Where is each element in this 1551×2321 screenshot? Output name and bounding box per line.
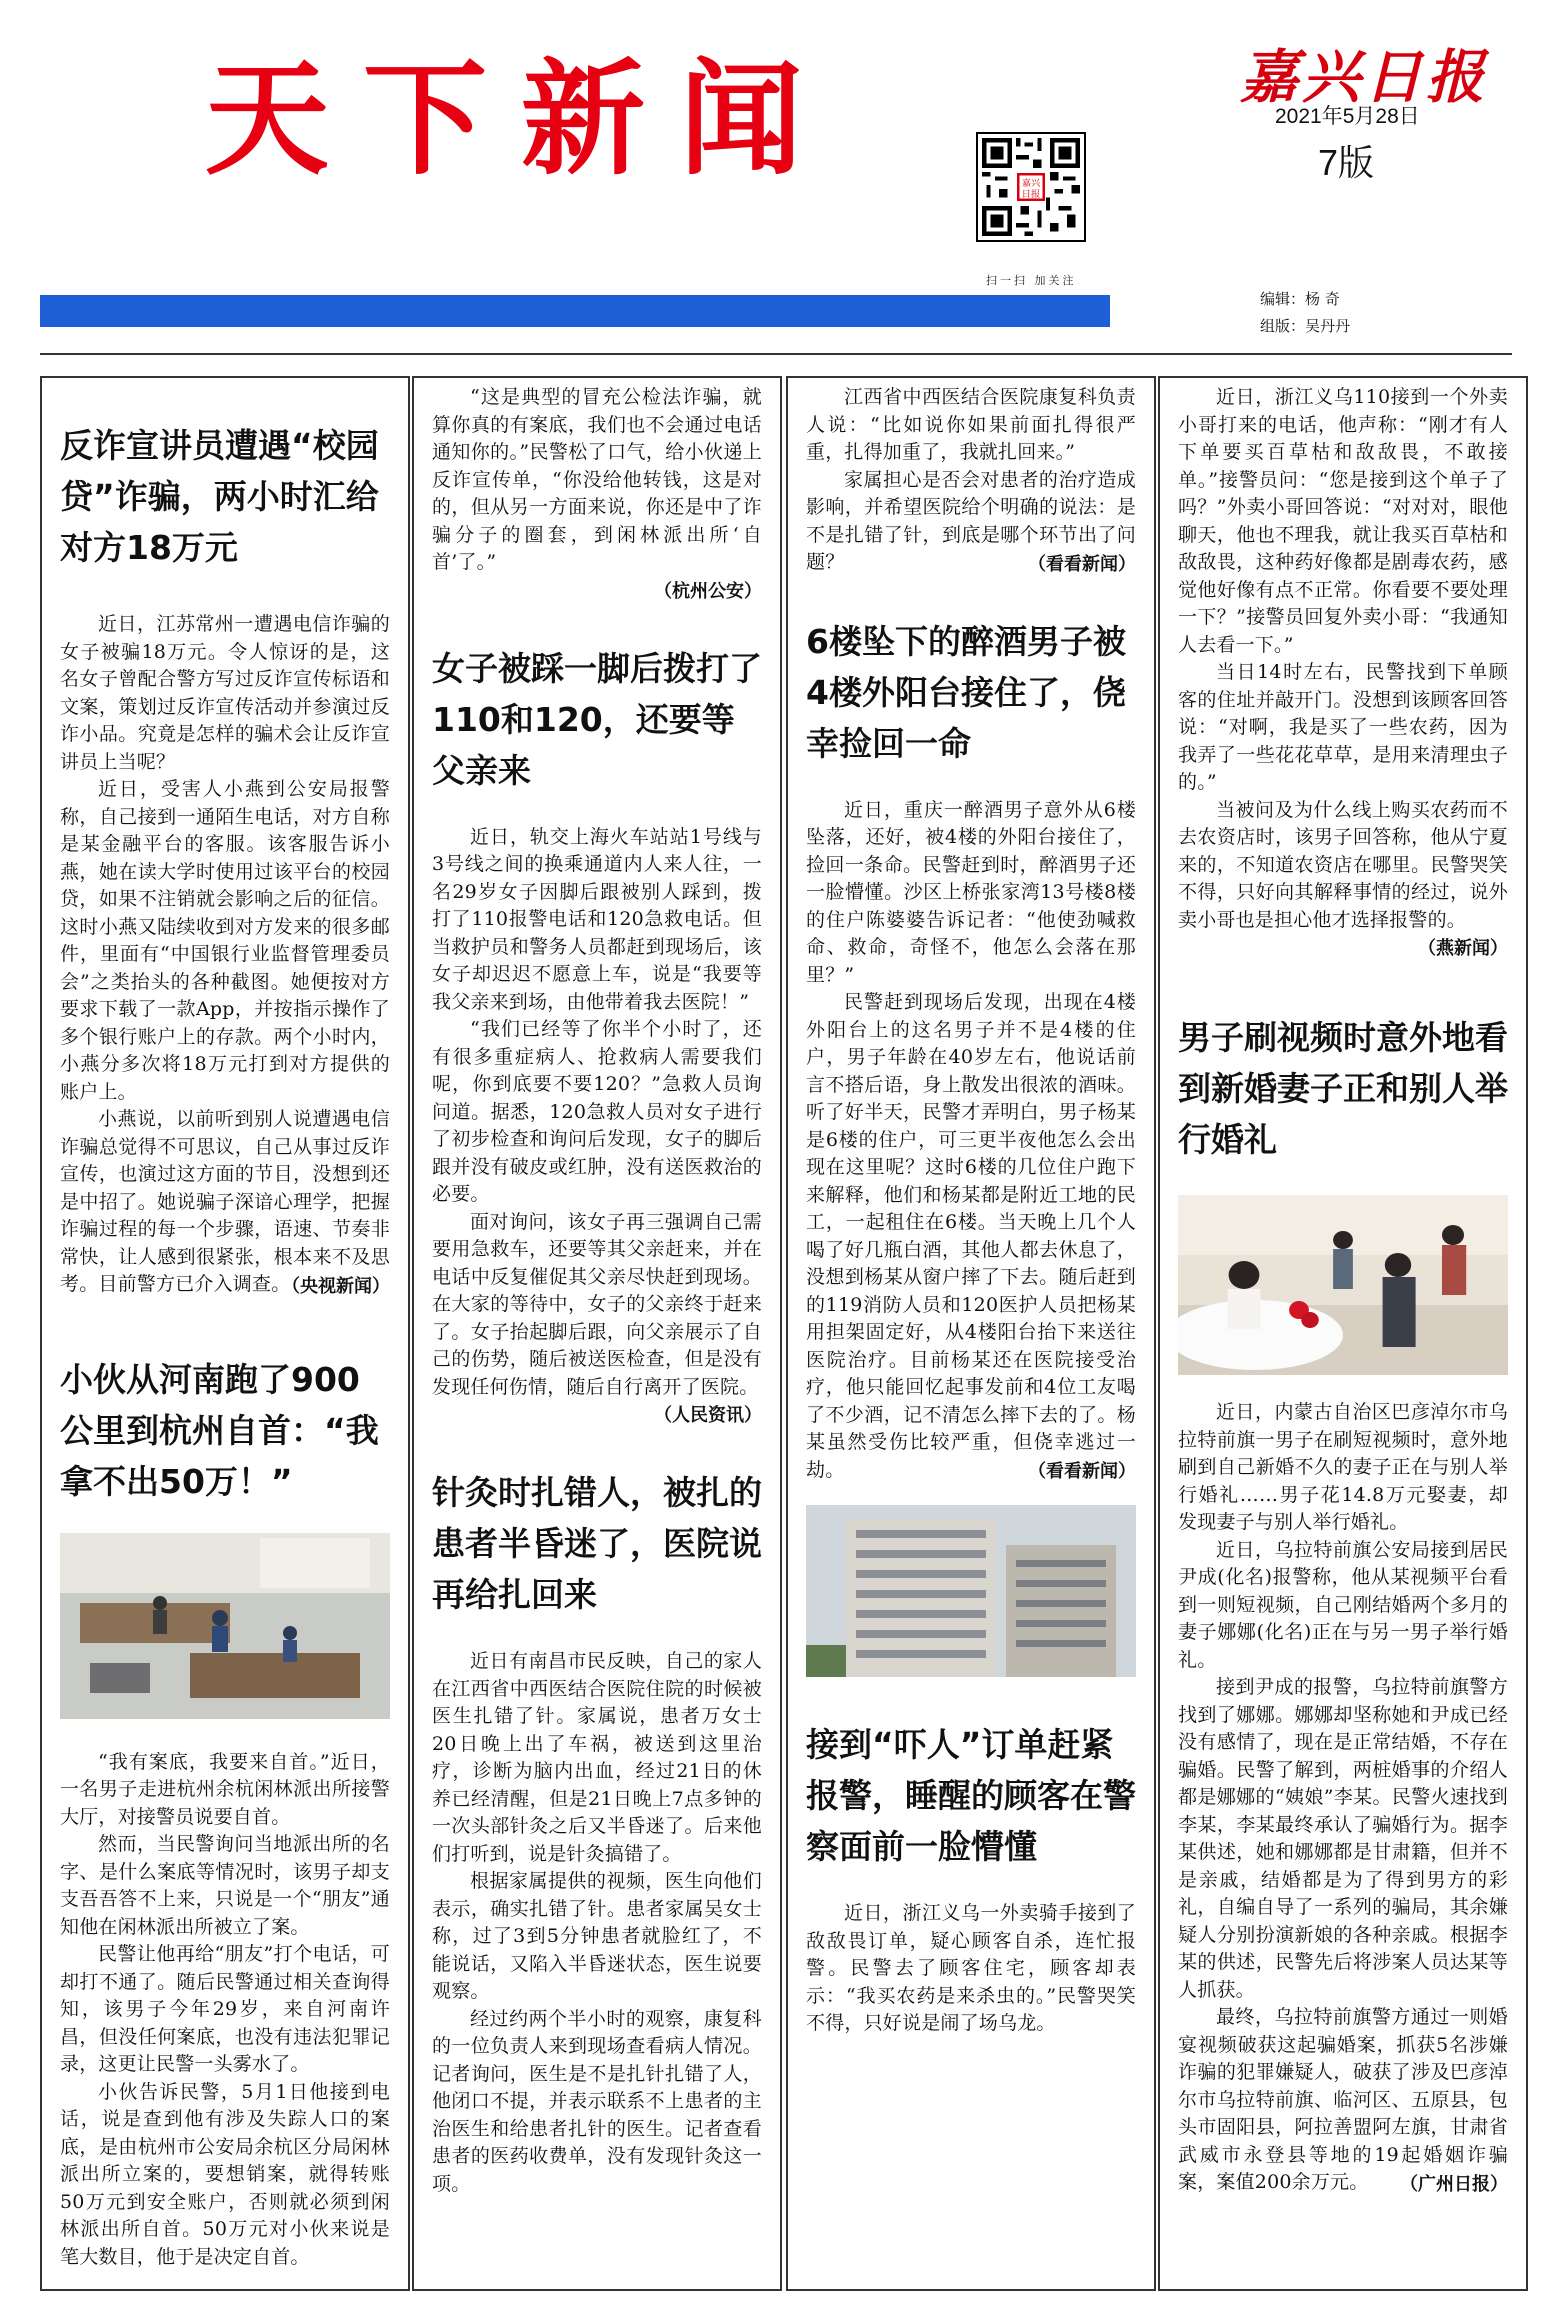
qr-code[interactable] [976, 132, 1086, 242]
qr-caption: 扫一扫 加关注 [986, 274, 1077, 287]
paragraph: 然而，当民警询问当地派出所的名字、是什么案底等情况时，该男子却支支吾吾答不上来，只说是一个“朋友”通知他在闲林派出所被立了案。 [60, 1833, 390, 1938]
column-1 [40, 376, 410, 2291]
paragraph: 近日，轨交上海火车站站1号线与3号线之间的换乘通道内人来人往，一名29岁女子因脚后跟被别人踩到，拨打了110报警电话和120急救电话。但当救护员和警务人员都赶到现场后，该女子却迟迟不愿意上车，说是“我要等我父亲来到场，由他带着我去医院！” [432, 825, 762, 1013]
article-headline: 针灸时扎错人，被扎的患者半昏迷了，医院说再给扎回来 [432, 1473, 762, 1614]
column-3 [786, 376, 1156, 2291]
paragraph: 近日，内蒙古自治区巴彦淖尔市乌拉特前旗一男子在刷短视频时，意外地刷到自己新婚不久的妻子正在与别人举行婚礼……男子花14.8万元娶妻，却发现妻子与别人举行婚礼。 [1178, 1401, 1508, 1533]
column-2 [412, 376, 782, 2291]
paragraph: 近日，江苏常州一遭遇电信诈骗的女子被骗18万元。令人惊讶的是，这名女子曾配合警方写过反诈宣传标语和文案，策划过反诈宣传活动并参演过反诈小品。究竟是怎样的骗术会让反诈宣讲员上当呢？ [60, 613, 390, 773]
page-number: 7版 [1318, 142, 1375, 183]
paragraph: 江西省中西医结合医院康复科负责人说：“比如说你如果前面扎得很严重，扎得加重了，我就扎回来。” [806, 386, 1136, 463]
paragraph: 小燕说，以前听到别人说遭遇电信诈骗总觉得不可思议，自己从事过反诈宣传，也演过这方面的节目，没想到还是中招了。她说骗子深谙心理学，把握诈骗过程的每一个步骤，语速、节奏非常快，让人感到很紧张，根本来不及思考。目前警方已介入调查。 [60, 1108, 390, 1295]
paragraph: 民警赶到现场后发现，出现在4楼外阳台上的这名男子并不是4楼的住户，男子年龄在40岁左右，他说话前言不搭后语，身上散发出很浓的酒味。听了好半天，民警才弄明白，男子杨某是6楼的住户，可三更半夜他怎么会出现在这里呢？这时6楼的几位住户跑下来解释，他们和杨某都是附近工地的民工，一起租住在6楼。当天晚上几个人喝了好几瓶白酒，其他人都去休息了，没想到杨某从窗户摔了下去。随后赶到的119消防人员和120医护人员把杨某用担架固定好，从4楼阳台抬下来送往医院治疗。目前杨某还在医院接受治疗，他只能回忆起事发前和4位工友喝了不少酒，记不清怎么摔下去的了。杨某虽然受伤比较严重，但侥幸逃过一劫。 [806, 991, 1136, 1481]
article-source: （央视新闻） [282, 1275, 390, 1297]
residential-building-photo [806, 1505, 1136, 1677]
header-divider [40, 353, 1512, 355]
paragraph: 近日，浙江义乌一外卖骑手接到了敌敌畏订单，疑心顾客自杀，连忙报警。民警去了顾客住宅，顾客却表示：“我买农药是来杀虫的。”民警哭笑不得，只好说是闹了场乌龙。 [806, 1902, 1136, 2034]
article-source: （看看新闻） [1028, 1461, 1136, 1482]
issue-date: 2021年5月28日 [1275, 105, 1420, 128]
paragraph: “我有案底，我要来自首。”近日，一名男子走进杭州余杭闲林派出所接警大厅，对接警员说要自首。 [60, 1750, 390, 1828]
editor-credit: 编辑：杨 奇 [1260, 290, 1340, 308]
article-body-continued [432, 384, 762, 577]
article-body [432, 1648, 762, 2198]
paragraph: 接到尹成的报警，乌拉特前旗警方找到了娜娜。娜娜却坚称她和尹成已经没有感情了，现在是正常结婚，不存在骗婚。民警了解到，两桩婚事的介绍人都是娜娜的“姨娘”李某。民警火速找到李某，李某最终承认了骗婚行为。据李某供述，她和娜娜都是甘肃籍，但并不是亲戚，结婚都是为了得到男方的彩礼，自编自导了一系列的骗局，其余嫌疑人分别扮演新娘的各种亲戚。根据李某的供述，民警先后将涉案人员达某等人抓获。 [1178, 1676, 1508, 2001]
paragraph: 当被问及为什么线上购买农药而不去农资店时，该男子回答称，他从宁夏来的，不知道农资店在哪里。民警哭笑不得，只好向其解释事情的经过，说外卖小哥也是担心他才选择报警的。 [1178, 798, 1508, 931]
paragraph: 当日14时左右，民警找到下单顾客的住址并敲开门。没想到该顾客回答说：“对啊，我是买了一些农药，因为我弄了一些花花草草，是用来清理虫子的。” [1178, 661, 1508, 793]
page-title: 天下新闻 [205, 48, 838, 192]
paragraph: 小伙告诉民警，5月1日他接到电话，说是查到他有涉及失踪人口的案底，是由杭州市公安局余杭区分局闲林派出所立案的，要想销案，就得转账50万元到安全账户，否则就必须到闲林派出所自首。50万元对小伙来说是笔大数目，他于是决定自首。 [60, 2080, 390, 2268]
paragraph: 民警让他再给“朋友”打个电话，可却打不通了。随后民警通过相关查询得知，该男子今年29岁，来自河南许昌，但没任何案底，也没有违法犯罪记录，这更让民警一头雾水了。 [60, 1943, 390, 2075]
layout-credit: 组版：吴丹丹 [1260, 317, 1351, 335]
article-body [1178, 1399, 1508, 2197]
svg-text:嘉兴: 嘉兴 [1021, 178, 1041, 190]
article-headline: 6楼坠下的醉酒男子被4楼外阳台接住了，侥幸捡回一命 [806, 621, 1126, 763]
article-headline: 接到“吓人”订单赶紧报警，睡醒的顾客在警察面前一脸懵懂 [806, 1725, 1136, 1866]
article-headline: 男子刷视频时意外地看到新婚妻子正和别人举行婚礼 [1178, 1018, 1508, 1159]
paragraph: 近日，浙江义乌110接到一个外卖小哥打来的电话，他声称：“刚才有人下单要买百草枯和敌敌畏，不敢接单。”接警员问：“您是接到这个单子了吗？”外卖小哥回答说：“对对对，眼他聊天，他也不理我，就让我买百草枯和敌敌畏，这种药好像都是剧毒农药，感觉他好像有点不正常。你看要不要处理一下？”接警员回复外卖小哥：“我通知人去看一下。” [1178, 386, 1508, 656]
column-4 [1158, 376, 1528, 2291]
paragraph: 经过约两个半小时的观察，康复科的一位负责人来到现场查看病人情况。记者询问，医生是不是扎针扎错了人，他闭口不提，并表示联系不上患者的主治医生和给患者扎针的医生。记者查看患者的医药收费单，没有发现针灸这一项。 [432, 2007, 762, 2195]
paragraph: 近日，重庆一醉酒男子意外从6楼坠落，还好，被4楼的外阳台接住了，捡回一条命。民警赶到时，醉酒男子还一脸懵懂。沙区上桥张家湾13号楼8楼的住户陈婆婆告诉记者：“他使劲喊救命、救命，奇怪不，他怎么会落在那里？” [806, 798, 1136, 986]
article-source: （燕新闻） [1418, 938, 1508, 959]
article-headline: 反诈宣讲员遭遇“校园贷”诈骗，两小时汇给对方18万元 [60, 426, 379, 567]
paragraph: 近日，受害人小燕到公安局报警称，自己接到一通陌生电话，对方自称是某金融平台的客服。该客服告诉小燕，她在读大学时使用过该平台的校园贷，如果不注销就会影响之后的征信。这时小燕又陆续收到对方发来的很多邮件，里面有“中国银行业监督管理委员会”之类抬头的各种截图。她便按对方要求下载了一款App，并按指示操作了多个银行账户上的存款。两个小时内，小燕分多次将18万元打到对方提供的账户上。 [60, 778, 390, 1103]
paragraph: “我们已经等了你半个小时了，还有很多重症病人、抢救病人需要我们呢，你到底要不要120？”急救人员询问道。据悉，120急救人员对女子进行了初步检查和询问后发现，女子的脚后跟并没有破皮或红肿，没有送医救治的必要。 [432, 1018, 762, 1205]
article-body [60, 611, 390, 1299]
article-source: （看看新闻） [1028, 553, 1136, 575]
article-body-continued [806, 384, 1136, 577]
article-body-continued [1178, 384, 1508, 934]
article-headline: 小伙从河南跑了900公里到杭州自首：“我拿不出50万！” [60, 1359, 379, 1501]
paper-name-logo: 嘉兴日报 [1240, 43, 1489, 111]
paragraph: 近日，乌拉特前旗公安局接到居民尹成(化名)报警称，他从某视频平台看到一则短视频，自己刚结婚两个多月的妻子娜娜(化名)正在与另一男子举行婚礼。 [1178, 1538, 1508, 1671]
article-body [806, 1900, 1136, 2038]
article-body [432, 824, 762, 1402]
paragraph: 近日有南昌市民反映，自己的家人在江西省中西医结合医院住院的时候被医生扎错了针。家属说，患者万女士20日晚上出了车祸，被送到这里治疗，诊断为脑内出血，经过21日的休养已经清醒，但是21日晚上7点多钟的一次头部针灸之后又半昏迷了。后来他们打听到，说是针灸搞错了。 [432, 1650, 762, 1865]
article-source: （杭州公安） [654, 580, 762, 602]
police-station-hall-photo [60, 1533, 390, 1719]
article-body [806, 797, 1136, 1485]
header-color-bar [40, 295, 1110, 327]
paragraph: 最终，乌拉特前旗警方通过一则婚宴视频破获这起骗婚案，抓获5名涉嫌诈骗的犯罪嫌疑人，破获了涉及巴彦淖尔市乌拉特前旗、临河区、五原县，包头市固阳县，阿拉善盟阿左旗，甘肃省武威市永登县等地的19起婚姻诈骗案，案值200余万元。 [1178, 2006, 1508, 2193]
paragraph: 家属担心是否会对患者的治疗造成影响，并希望医院给个明确的说法：是不是扎错了针，到底是哪个环节出了问题？ [806, 468, 1136, 573]
article-body [60, 1749, 390, 2272]
paragraph: 根据家属提供的视频，医生向他们表示，确实扎错了针。患者家属吴女士称，过了3到5分钟患者就脸红了，不能说话，又陷入半昏迷状态，医生说要观察。 [432, 1870, 762, 2002]
paragraph: 面对询问，该女子再三强调自己需要用急救车，还要等其父亲赶来，并在电话中反复催促其父亲尽快赶到现场。在大家的等待中，女子的父亲终于赶来了。女子抬起脚后跟，向父亲展示了自己的伤势，随后被送医检查，但是没有发现任何伤情，随后自行离开了医院。 [432, 1210, 762, 1398]
article-source: （广州日报） [1400, 2173, 1508, 2195]
wedding-scene-photo [1178, 1195, 1508, 1375]
article-source: （人民资讯） [654, 1405, 762, 1426]
svg-text:日报: 日报 [1021, 188, 1041, 200]
paragraph: “这是典型的冒充公检法诈骗，就算你真的有案底，我们也不会通过电话通知你的。”民警松了口气，给小伙递上反诈宣传单，“你没给他转钱，这是对的，但从另一方面来说，你还是中了诈骗分子的圈套，到闲林派出所‘自首’了。” [432, 386, 762, 573]
article-headline: 女子被踩一脚后拨打了110和120，还要等父亲来 [432, 648, 762, 790]
